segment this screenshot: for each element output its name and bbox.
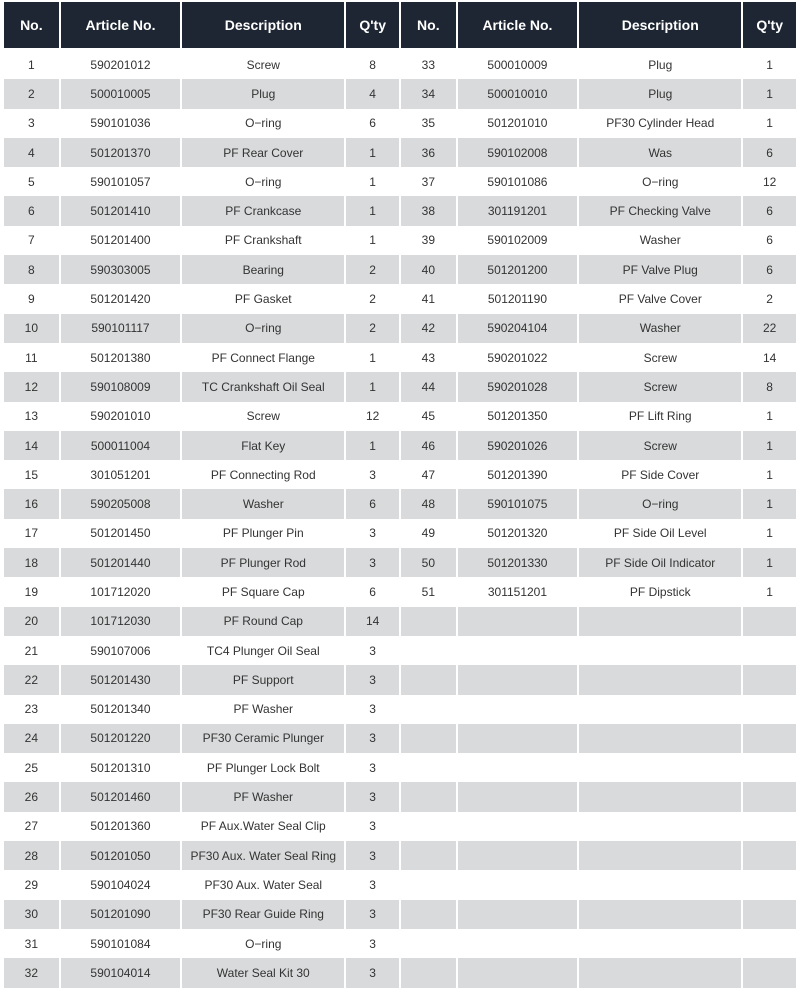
cell-qty-right: 2	[743, 284, 796, 313]
cell-no: 30	[4, 900, 59, 929]
cell-no-right: 48	[401, 489, 456, 518]
cell-description-right: O−ring	[579, 167, 741, 196]
table-row	[4, 782, 796, 811]
cell-description-right	[579, 753, 741, 782]
cell-description: TC4 Plunger Oil Seal	[182, 636, 344, 665]
cell-no-right: 51	[401, 577, 456, 606]
cell-article-no: 501201420	[61, 284, 181, 313]
cell-no-right: 50	[401, 548, 456, 577]
cell-article-no-right: 501201200	[458, 255, 578, 284]
cell-no: 31	[4, 929, 59, 958]
cell-qty-right	[743, 782, 796, 811]
cell-no-right	[401, 724, 456, 753]
cell-article-no-right	[458, 695, 578, 724]
cell-description-right: PF Lift Ring	[579, 402, 741, 431]
cell-qty: 3	[346, 782, 399, 811]
cell-article-no: 590303005	[61, 255, 181, 284]
cell-description: O−ring	[182, 109, 344, 138]
cell-no-right: 43	[401, 343, 456, 372]
cell-qty: 2	[346, 284, 399, 313]
cell-article-no: 590101084	[61, 929, 181, 958]
cell-no: 28	[4, 841, 59, 870]
cell-description: Screw	[182, 50, 344, 79]
cell-qty-right	[743, 900, 796, 929]
cell-article-no: 501201380	[61, 343, 181, 372]
cell-article-no: 501201430	[61, 665, 181, 694]
cell-article-no: 590201012	[61, 50, 181, 79]
cell-no-right: 42	[401, 314, 456, 343]
table-row	[4, 343, 796, 372]
cell-article-no: 590101057	[61, 167, 181, 196]
cell-article-no-right	[458, 636, 578, 665]
cell-description: Washer	[182, 489, 344, 518]
cell-article-no-right	[458, 724, 578, 753]
cell-article-no-right: 590201022	[458, 343, 578, 372]
table-row	[4, 519, 796, 548]
table-row	[4, 431, 796, 460]
cell-article-no: 501201410	[61, 196, 181, 225]
cell-article-no-right	[458, 665, 578, 694]
cell-qty: 1	[346, 431, 399, 460]
cell-no: 26	[4, 782, 59, 811]
cell-description-right: Plug	[579, 79, 741, 108]
cell-qty: 3	[346, 929, 399, 958]
cell-article-no-right	[458, 929, 578, 958]
cell-description-right: Screw	[579, 372, 741, 401]
cell-description-right	[579, 958, 741, 987]
cell-no-right: 34	[401, 79, 456, 108]
cell-description: Plug	[182, 79, 344, 108]
cell-qty: 3	[346, 695, 399, 724]
cell-article-no-right	[458, 958, 578, 987]
cell-description: PF Plunger Lock Bolt	[182, 753, 344, 782]
cell-article-no-right: 590201026	[458, 431, 578, 460]
cell-qty: 3	[346, 753, 399, 782]
cell-description: PF30 Aux. Water Seal	[182, 870, 344, 899]
header-qty-right: Q'ty	[743, 2, 796, 50]
cell-qty-right: 12	[743, 167, 796, 196]
cell-qty: 3	[346, 900, 399, 929]
cell-no: 29	[4, 870, 59, 899]
cell-qty: 1	[346, 343, 399, 372]
table-row	[4, 929, 796, 958]
cell-description-right: Screw	[579, 431, 741, 460]
cell-description: PF Washer	[182, 695, 344, 724]
cell-qty: 3	[346, 724, 399, 753]
cell-article-no-right: 501201320	[458, 519, 578, 548]
cell-article-no: 101712030	[61, 607, 181, 636]
cell-article-no: 590107006	[61, 636, 181, 665]
cell-no: 14	[4, 431, 59, 460]
cell-no: 15	[4, 460, 59, 489]
table-row	[4, 958, 796, 987]
table-row	[4, 284, 796, 313]
cell-qty-right: 14	[743, 343, 796, 372]
cell-qty: 3	[346, 636, 399, 665]
cell-qty-right: 1	[743, 79, 796, 108]
header-article-no-right: Article No.	[458, 2, 578, 50]
cell-no: 13	[4, 402, 59, 431]
cell-no-right: 37	[401, 167, 456, 196]
cell-no-right: 49	[401, 519, 456, 548]
cell-qty-right: 6	[743, 255, 796, 284]
cell-description-right	[579, 782, 741, 811]
cell-description-right: PF Side Oil Level	[579, 519, 741, 548]
header-row	[4, 2, 796, 50]
cell-qty-right: 6	[743, 226, 796, 255]
cell-qty: 3	[346, 812, 399, 841]
cell-no-right	[401, 841, 456, 870]
cell-no: 1	[4, 50, 59, 79]
cell-description-right: PF Checking Valve	[579, 196, 741, 225]
cell-no: 11	[4, 343, 59, 372]
cell-description: PF Washer	[182, 782, 344, 811]
cell-description-right: PF Side Cover	[579, 460, 741, 489]
cell-description: PF Rear Cover	[182, 138, 344, 167]
cell-article-no-right: 500010010	[458, 79, 578, 108]
table-row	[4, 665, 796, 694]
cell-qty: 1	[346, 196, 399, 225]
cell-no-right: 47	[401, 460, 456, 489]
cell-qty-right: 1	[743, 109, 796, 138]
cell-qty-right: 1	[743, 460, 796, 489]
cell-article-no: 590205008	[61, 489, 181, 518]
table-row	[4, 636, 796, 665]
cell-description-right	[579, 841, 741, 870]
table-row	[4, 460, 796, 489]
cell-no-right	[401, 782, 456, 811]
table-row	[4, 402, 796, 431]
cell-description: PF30 Aux. Water Seal Ring	[182, 841, 344, 870]
cell-no: 9	[4, 284, 59, 313]
header-description: Description	[182, 2, 344, 50]
cell-description: PF30 Rear Guide Ring	[182, 900, 344, 929]
cell-article-no-right: 301151201	[458, 577, 578, 606]
cell-article-no: 590101117	[61, 314, 181, 343]
cell-article-no-right	[458, 782, 578, 811]
cell-no: 4	[4, 138, 59, 167]
cell-description: PF Round Cap	[182, 607, 344, 636]
cell-no: 32	[4, 958, 59, 987]
cell-qty: 3	[346, 460, 399, 489]
cell-article-no: 501201400	[61, 226, 181, 255]
cell-qty-right: 1	[743, 489, 796, 518]
header-no-right: No.	[401, 2, 456, 50]
table-row	[4, 196, 796, 225]
cell-description-right	[579, 636, 741, 665]
cell-article-no-right: 590101075	[458, 489, 578, 518]
cell-article-no-right: 501201330	[458, 548, 578, 577]
cell-no: 18	[4, 548, 59, 577]
cell-no-right: 36	[401, 138, 456, 167]
cell-no-right: 39	[401, 226, 456, 255]
cell-description: O−ring	[182, 167, 344, 196]
table-row	[4, 841, 796, 870]
cell-no: 24	[4, 724, 59, 753]
cell-article-no-right: 590201028	[458, 372, 578, 401]
cell-qty-right	[743, 607, 796, 636]
cell-qty: 3	[346, 870, 399, 899]
cell-description-right: Was	[579, 138, 741, 167]
cell-no: 16	[4, 489, 59, 518]
cell-no: 22	[4, 665, 59, 694]
parts-table	[2, 2, 798, 988]
cell-article-no-right: 501201190	[458, 284, 578, 313]
table-row	[4, 607, 796, 636]
cell-qty-right: 1	[743, 402, 796, 431]
cell-description: PF30 Ceramic Plunger	[182, 724, 344, 753]
cell-no-right	[401, 929, 456, 958]
cell-article-no: 590104024	[61, 870, 181, 899]
cell-no-right: 45	[401, 402, 456, 431]
cell-description: PF Support	[182, 665, 344, 694]
cell-no-right	[401, 636, 456, 665]
cell-qty-right: 6	[743, 138, 796, 167]
cell-no: 8	[4, 255, 59, 284]
table-row	[4, 226, 796, 255]
cell-article-no: 501201090	[61, 900, 181, 929]
cell-qty: 3	[346, 958, 399, 987]
cell-qty-right	[743, 812, 796, 841]
cell-no: 19	[4, 577, 59, 606]
cell-no: 6	[4, 196, 59, 225]
cell-article-no-right: 590102009	[458, 226, 578, 255]
cell-description: Flat Key	[182, 431, 344, 460]
cell-qty: 1	[346, 372, 399, 401]
cell-qty-right	[743, 958, 796, 987]
cell-no-right: 46	[401, 431, 456, 460]
cell-qty: 6	[346, 109, 399, 138]
cell-article-no-right	[458, 870, 578, 899]
cell-no: 10	[4, 314, 59, 343]
table-row	[4, 138, 796, 167]
cell-qty: 1	[346, 226, 399, 255]
cell-article-no-right: 501201350	[458, 402, 578, 431]
cell-description-right: Plug	[579, 50, 741, 79]
cell-article-no: 590108009	[61, 372, 181, 401]
cell-description-right: PF Dipstick	[579, 577, 741, 606]
cell-no: 5	[4, 167, 59, 196]
table-row	[4, 109, 796, 138]
cell-no-right	[401, 607, 456, 636]
cell-qty-right	[743, 929, 796, 958]
cell-description-right: O−ring	[579, 489, 741, 518]
cell-qty-right: 1	[743, 50, 796, 79]
cell-qty-right: 6	[743, 196, 796, 225]
cell-description-right	[579, 870, 741, 899]
cell-no-right	[401, 900, 456, 929]
cell-no-right	[401, 870, 456, 899]
cell-no-right	[401, 812, 456, 841]
cell-qty-right: 1	[743, 548, 796, 577]
cell-no-right: 33	[401, 50, 456, 79]
cell-article-no-right	[458, 841, 578, 870]
table-row	[4, 724, 796, 753]
cell-qty: 6	[346, 489, 399, 518]
cell-article-no-right: 501201010	[458, 109, 578, 138]
table-row	[4, 870, 796, 899]
table-row	[4, 548, 796, 577]
cell-no-right	[401, 753, 456, 782]
cell-no-right: 35	[401, 109, 456, 138]
cell-no: 3	[4, 109, 59, 138]
cell-no-right	[401, 665, 456, 694]
cell-description: PF Connect Flange	[182, 343, 344, 372]
cell-no-right: 44	[401, 372, 456, 401]
cell-qty-right: 1	[743, 577, 796, 606]
cell-no-right	[401, 958, 456, 987]
cell-description-right	[579, 812, 741, 841]
cell-qty: 4	[346, 79, 399, 108]
cell-article-no: 301051201	[61, 460, 181, 489]
cell-description: Water Seal Kit 30	[182, 958, 344, 987]
table-row	[4, 255, 796, 284]
cell-description: Bearing	[182, 255, 344, 284]
cell-qty-right: 1	[743, 431, 796, 460]
cell-qty-right: 22	[743, 314, 796, 343]
cell-no: 2	[4, 79, 59, 108]
cell-qty: 12	[346, 402, 399, 431]
cell-no: 23	[4, 695, 59, 724]
cell-article-no-right	[458, 812, 578, 841]
cell-qty-right	[743, 636, 796, 665]
cell-description: PF Crankshaft	[182, 226, 344, 255]
cell-article-no: 501201360	[61, 812, 181, 841]
cell-no: 12	[4, 372, 59, 401]
cell-qty-right: 1	[743, 519, 796, 548]
table-row	[4, 167, 796, 196]
cell-description: PF Gasket	[182, 284, 344, 313]
cell-article-no-right: 501201390	[458, 460, 578, 489]
cell-article-no: 500011004	[61, 431, 181, 460]
table-row	[4, 753, 796, 782]
cell-no: 25	[4, 753, 59, 782]
cell-no-right: 41	[401, 284, 456, 313]
table-row	[4, 812, 796, 841]
table-row	[4, 695, 796, 724]
cell-qty: 3	[346, 548, 399, 577]
cell-qty-right	[743, 724, 796, 753]
cell-qty-right	[743, 753, 796, 782]
cell-article-no-right	[458, 900, 578, 929]
cell-qty: 1	[346, 167, 399, 196]
cell-article-no-right: 590102008	[458, 138, 578, 167]
cell-description: PF Plunger Rod	[182, 548, 344, 577]
cell-description-right	[579, 695, 741, 724]
cell-qty: 8	[346, 50, 399, 79]
cell-qty: 2	[346, 314, 399, 343]
cell-description: PF Aux.Water Seal Clip	[182, 812, 344, 841]
cell-no: 7	[4, 226, 59, 255]
header-article-no: Article No.	[61, 2, 181, 50]
cell-no: 21	[4, 636, 59, 665]
cell-description-right: PF30 Cylinder Head	[579, 109, 741, 138]
cell-qty: 6	[346, 577, 399, 606]
cell-no-right: 40	[401, 255, 456, 284]
cell-qty: 1	[346, 138, 399, 167]
cell-description-right: PF Valve Plug	[579, 255, 741, 284]
cell-article-no: 501201460	[61, 782, 181, 811]
cell-qty-right	[743, 841, 796, 870]
cell-article-no: 501201220	[61, 724, 181, 753]
cell-article-no: 590104014	[61, 958, 181, 987]
cell-description: PF Square Cap	[182, 577, 344, 606]
header-qty: Q'ty	[346, 2, 399, 50]
cell-qty: 3	[346, 519, 399, 548]
cell-description-right: PF Side Oil Indicator	[579, 548, 741, 577]
cell-description-right	[579, 607, 741, 636]
cell-no: 27	[4, 812, 59, 841]
table-row	[4, 489, 796, 518]
cell-description-right	[579, 724, 741, 753]
cell-qty: 14	[346, 607, 399, 636]
cell-qty-right: 8	[743, 372, 796, 401]
cell-description-right: Washer	[579, 314, 741, 343]
cell-article-no: 590201010	[61, 402, 181, 431]
cell-article-no-right	[458, 753, 578, 782]
cell-article-no: 501201370	[61, 138, 181, 167]
cell-description: O−ring	[182, 929, 344, 958]
cell-qty-right	[743, 665, 796, 694]
cell-article-no: 501201340	[61, 695, 181, 724]
cell-article-no: 501201450	[61, 519, 181, 548]
cell-description-right	[579, 900, 741, 929]
cell-qty: 2	[346, 255, 399, 284]
cell-no: 17	[4, 519, 59, 548]
table-row	[4, 79, 796, 108]
table-row	[4, 900, 796, 929]
cell-article-no: 501201310	[61, 753, 181, 782]
table-row	[4, 314, 796, 343]
cell-qty: 3	[346, 841, 399, 870]
cell-description-right: Washer	[579, 226, 741, 255]
cell-description: PF Connecting Rod	[182, 460, 344, 489]
cell-description: TC Crankshaft Oil Seal	[182, 372, 344, 401]
cell-article-no-right: 590101086	[458, 167, 578, 196]
cell-description-right	[579, 929, 741, 958]
cell-article-no: 101712020	[61, 577, 181, 606]
cell-article-no: 501201440	[61, 548, 181, 577]
cell-description: PF Plunger Pin	[182, 519, 344, 548]
cell-article-no: 500010005	[61, 79, 181, 108]
cell-article-no-right: 590204104	[458, 314, 578, 343]
cell-description-right	[579, 665, 741, 694]
cell-article-no-right: 500010009	[458, 50, 578, 79]
cell-qty-right	[743, 695, 796, 724]
cell-no-right: 38	[401, 196, 456, 225]
header-no: No.	[4, 2, 59, 50]
cell-no: 20	[4, 607, 59, 636]
cell-article-no: 501201050	[61, 841, 181, 870]
cell-article-no: 590101036	[61, 109, 181, 138]
table-row	[4, 50, 796, 79]
cell-qty-right	[743, 870, 796, 899]
cell-description-right: Screw	[579, 343, 741, 372]
table-row	[4, 372, 796, 401]
cell-description: O−ring	[182, 314, 344, 343]
header-description-right: Description	[579, 2, 741, 50]
cell-qty: 3	[346, 665, 399, 694]
cell-description: Screw	[182, 402, 344, 431]
cell-article-no-right: 301191201	[458, 196, 578, 225]
cell-no-right	[401, 695, 456, 724]
cell-description: PF Crankcase	[182, 196, 344, 225]
cell-article-no-right	[458, 607, 578, 636]
table-row	[4, 577, 796, 606]
cell-description-right: PF Valve Cover	[579, 284, 741, 313]
